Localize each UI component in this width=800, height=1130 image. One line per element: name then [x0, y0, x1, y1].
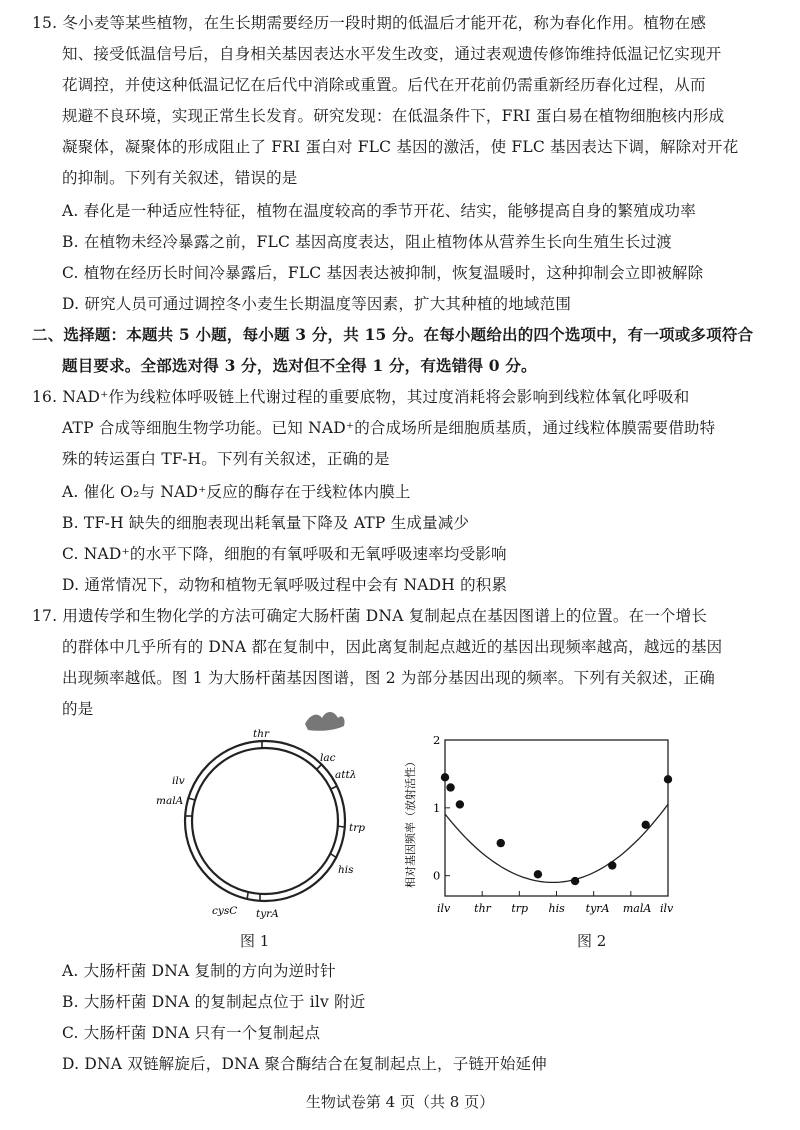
q16-option-c: C. NAD⁺的水平下降，细胞的有氧呼吸和无氧呼吸速率均受影响: [62, 545, 507, 563]
gene-trp: trp: [349, 822, 365, 834]
q16-option-a: A. 催化 O₂与 NAD⁺反应的酶存在于线粒体内膜上: [62, 483, 411, 501]
q15-line-6: 的抑制。下列有关叙述，错误的是: [62, 169, 298, 187]
chart-y-ticks: [433, 733, 450, 883]
q16-line-1: 16. NAD⁺作为线粒体呼吸链上代谢过程的重要底物，其过度消耗将会影响到线粒体氧化呼吸和: [32, 388, 690, 406]
section-2-header-line-2: 题目要求。全部选对得 3 分，选对但不全得 1 分，有选错得 0 分。: [62, 356, 537, 375]
q15-line-2: 知、接受低温信号后，自身相关基因表达水平发生改变，通过表观遗传修饰维持低温记忆实现开: [62, 45, 722, 63]
q17-option-c: C. 大肠杆菌 DNA 只有一个复制起点: [62, 1024, 321, 1042]
q15-line-1: 15. 冬小麦等某些植物，在生长期需要经历一段时期的低温后才能开花，称为春化作用。植物在感: [32, 14, 707, 32]
q15-line-5: 凝聚体，凝聚体的形成阻止了 FRI 蛋白对 FLC 基因的激活，使 FLC 基因表达下调，解除对开花: [62, 138, 739, 156]
q15-option-d: D. 研究人员可通过调控冬小麦生长期温度等因素，扩大其种植的地域范围: [62, 295, 572, 313]
q17-line-1: 17. 用遗传学和生物化学的方法可确定大肠杆菌 DNA 复制起点在基因图谱上的位置。在一个增长: [32, 607, 708, 625]
q15-option-a: A. 春化是一种适应性特征，植物在温度较高的季节开花、结实，能够提高自身的繁殖成功率: [62, 202, 696, 220]
x-tick-label: trp: [511, 902, 529, 915]
q16-line-3: 殊的转运蛋白 TF-H。下列有关叙述，正确的是: [62, 450, 390, 468]
chart-x-ticks: [437, 891, 674, 915]
figure-2-chart: [400, 728, 690, 928]
gene-ilv: ilv: [172, 775, 185, 787]
data-point: [642, 821, 650, 829]
gene-lac: lac: [320, 752, 336, 764]
gene-mala: malA: [156, 795, 184, 807]
y-tick-label: 1: [433, 800, 441, 815]
data-point: [608, 861, 616, 869]
figure-1-gene-map: [150, 728, 400, 928]
data-point: [534, 870, 542, 878]
q17-line-3: 出现频率越低。图 1 为大肠杆菌基因图谱，图 2 为部分基因出现的频率。下列有关叙述，正确: [62, 669, 715, 687]
chart-axes: [445, 740, 668, 896]
data-point: [497, 839, 505, 847]
q17-line-4: 的是: [62, 700, 94, 718]
data-point: [664, 775, 672, 783]
x-tick-label: ilv: [660, 902, 674, 915]
q15-option-c: C. 植物在经历长时间冷暴露后，FLC 基因表达被抑制，恢复温暖时，这种抑制会立即被解除: [62, 264, 704, 282]
page-footer: 生物试卷第 4 页（共 8 页）: [305, 1093, 495, 1111]
q15-line-3: 花调控，并使这种低温记忆在后代中消除或重置。后代在开花前仍需重新经历春化过程，从而: [62, 76, 706, 94]
q17-option-d: D. DNA 双链解旋后，DNA 聚合酶结合在复制起点上，子链开始延伸: [62, 1055, 547, 1073]
q15-option-b: B. 在植物未经冷暴露之前，FLC 基因高度表达，阻止植物体从营养生长向生殖生长过渡: [62, 233, 672, 251]
x-tick-label: his: [548, 902, 565, 915]
data-point: [456, 800, 464, 808]
chart-data-points: [441, 773, 672, 885]
q15-line-4: 规避不良环境，实现正常生长发育。研究发现：在低温条件下，FRI 蛋白易在植物细胞核内形成: [62, 107, 725, 125]
q16-line-2: ATP 合成等细胞生物学功能。已知 NAD⁺的合成场所是细胞质基质，通过线粒体膜需要借助特: [62, 419, 716, 437]
q16-option-d: D. 通常情况下，动物和植物无氧呼吸过程中会有 NADH 的积累: [62, 576, 508, 594]
q16-option-b: B. TF-H 缺失的细胞表现出耗氧量下降及 ATP 生成量减少: [62, 514, 470, 532]
gene-his: his: [338, 864, 354, 876]
x-tick-label: thr: [474, 902, 491, 915]
chart-fit-curve: [445, 804, 668, 882]
gene-cysc: cysC: [212, 905, 238, 917]
gene-map-inner-ring: [192, 748, 338, 894]
chart-y-axis-label: 相对基因频率（放射活性）: [404, 756, 417, 888]
data-point: [441, 773, 449, 781]
data-point: [446, 783, 454, 791]
x-tick-label: malA: [622, 902, 652, 915]
gene-tyra: tyrA: [256, 908, 279, 920]
y-tick-label: 2: [433, 733, 441, 747]
x-tick-label: ilv: [437, 902, 451, 915]
gene-att-lambda: attλ: [335, 769, 357, 781]
section-2-header-line-1: 二、选择题：本题共 5 小题，每小题 3 分，共 15 分。在每小题给出的四个选项中，有一项或多项符合: [32, 325, 754, 344]
x-tick-label: tyrA: [585, 902, 610, 915]
q17-option-a: A. 大肠杆菌 DNA 复制的方向为逆时针: [62, 962, 336, 980]
gene-thr: thr: [253, 728, 270, 740]
figure-2-label: 图 2: [577, 932, 607, 950]
q17-line-2: 的群体中几乎所有的 DNA 都在复制中，因此离复制起点越近的基因出现频率越高，越远的基因: [62, 638, 723, 656]
y-tick-label: 0: [433, 868, 441, 883]
figure-1-label: 图 1: [240, 932, 270, 950]
data-point: [571, 877, 579, 885]
q17-option-b: B. 大肠杆菌 DNA 的复制起点位于 ilv 附近: [62, 993, 366, 1011]
chart-frame: [445, 740, 668, 896]
